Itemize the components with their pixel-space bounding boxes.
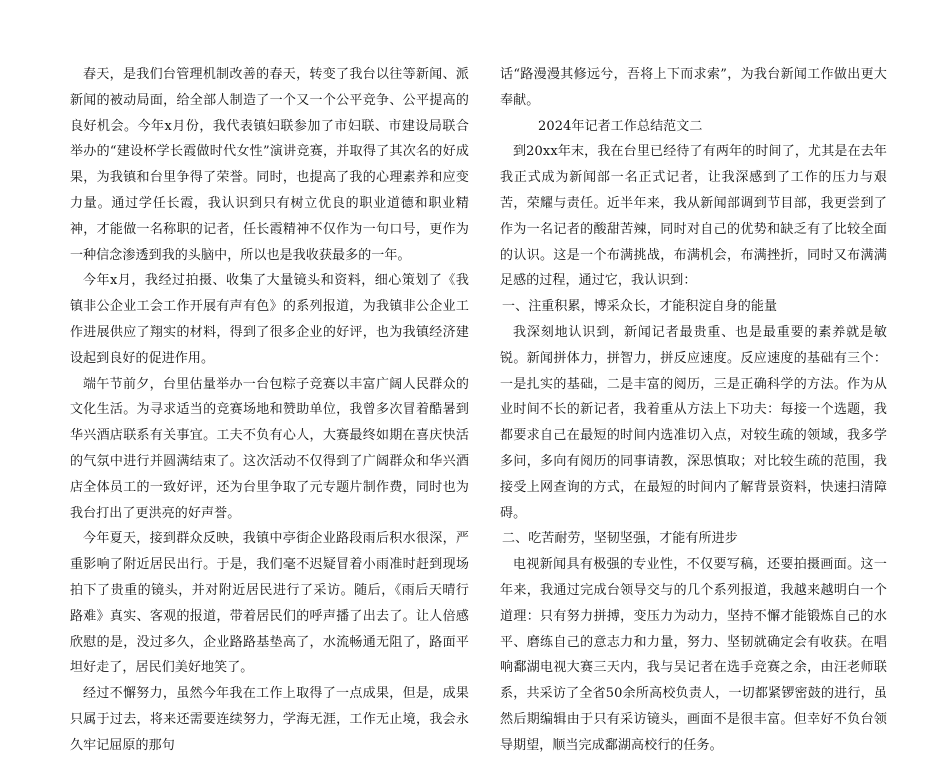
section-heading: 一、注重积累，博采众长，才能积淀自身的能量 <box>502 299 778 315</box>
paragraph: 端午节前夕，台里估量举办一台包粽子竞赛以丰富广阔人民群众的文化生活。为寻求适当的竞赛场地和赞助单位，我曾多次冒着酷暑到华兴酒店联系有关事宜。工夫不负有心人，大赛最终如期在喜庆快活的气氛中进行并圆满结束了。这次活动不仅得到了广阔群众和华兴酒店全体员工的一致好评，还为台里争取了元专题片制作费，同时也为我台打出了更洪亮的好声誉。 <box>70 376 469 521</box>
paragraph: 春天，是我们台管理机制改善的春天，转变了我台以往等新闻、派新闻的被动局面，给全部人制造了一个又一个公平竞争、公平提高的良好机会。今年x月份，我代表镇妇联参加了市妇联、市建设局联合举办的“建设杯学长霞做时代女性”演讲竞赛，并取得了其次名的好成果，为我镇和台里争得了荣誉。同时，也提高了我的心理素养和应变力量。通过学任长霞，我认识到只有树立优良的职业道德和职业精神，才能做一名称职的记者，任长霞精神不仅作为一句口号，更作为一种信念渗透到我的头脑中，所以也是我收获最多的一年。 <box>70 67 469 263</box>
paragraph: 电视新闻具有极强的专业性，不仅要写稿，还要拍摄画面。这一年来，我通过完成台领导交与的几个系列报道，我越来越明白一个道理：只有努力拼搏，变压力为动力，坚持不懈才能锻炼自己的水平、磨练自己的意志力和力量，努力、坚韧就确定会有收获。在唱响鄱湖电视大赛三天内，我与吴记者在选手竞赛之余，由汪老师联系，共采访了全省50余所高校负责人，一切都紧锣密鼓的进行，虽然后期编辑由于只有采访镜头，画面不是很丰富。但幸好不负台领导期望，顺当完成鄱湖高校行的任务。 <box>500 557 887 753</box>
article-title: 2024年记者工作总结范文二 <box>538 118 703 134</box>
paragraph: 经过不懈努力，虽然今年我在工作上取得了一点成果，但是，成果只属于过去，将来还需要连续努力，学海无涯，工作无止境，我会永久牢记屈原的那句 <box>70 686 469 753</box>
paragraph: 我深刻地认识到，新闻记者最贵重、也是最重要的素养就是敏锐。新闻拼体力，拼智力，拼反应速度。反应速度的基础有三个：一是扎实的基础，二是丰富的阅历，三是正确科学的方法。作为从业时间不长的新记者，我着重从方法上下功夫：每接一个选题，我都要求自己在最短的时间内选准切入点，对较生疏的领域，我多学多问，多向有阅历的同事请教，深思慎取；对比较生疏的范围，我接受上网查询的方式，在最短的时间内了解背景资料，快速扫清障碍。 <box>500 324 887 521</box>
continuation-paragraph: 话“路漫漫其修远兮，吾将上下而求索”，为我台新闻工作做出更大奉献。 <box>500 67 887 108</box>
paragraph: 今年x月，我经过拍摄、收集了大量镜头和资料，细心策划了《我镇非公企业工会工作开展有声有色》的系列报道，为我镇非公企业工作进展供应了翔实的材料，得到了很多企业的好评，也为我镇经济建设起到良好的促进作用。 <box>70 273 469 366</box>
section-heading: 二、吃苦耐劳，坚韧坚强，才能有所进步 <box>502 531 738 547</box>
left-column <box>70 62 469 759</box>
paragraph: 今年夏天，接到群众反映，我镇中亭街企业路段雨后积水很深，严重影响了附近居民出行。于是，我们毫不迟疑冒着小雨准时赶到现场拍下了贵重的镜头，并对附近居民进行了采访。随后，《雨后天晴行路难》真实、客观的报道，带着居民们的呼声播了出去了。让人倍感欣慰的是，没过多久，企业路路基垫高了，水流畅通无阻了，路面平坦好走了，居民们美好地笑了。 <box>70 531 469 676</box>
paragraph: 到20xx年末，我在台里已经待了有两年的时间了，尤其是在去年我正式成为新闻部一名正式记者，让我深感到了工作的压力与艰苦，荣耀与责任。近半年来，我从新闻部调到节目部，我更尝到了作为一名记者的酸甜苦辣，同时对自己的优势和缺乏有了比较全面的认识。这是一个布满挑战，布满机会，布满挫折，同时又布满满足感的过程，通过它，我认识到： <box>500 144 887 289</box>
right-column <box>500 62 887 759</box>
